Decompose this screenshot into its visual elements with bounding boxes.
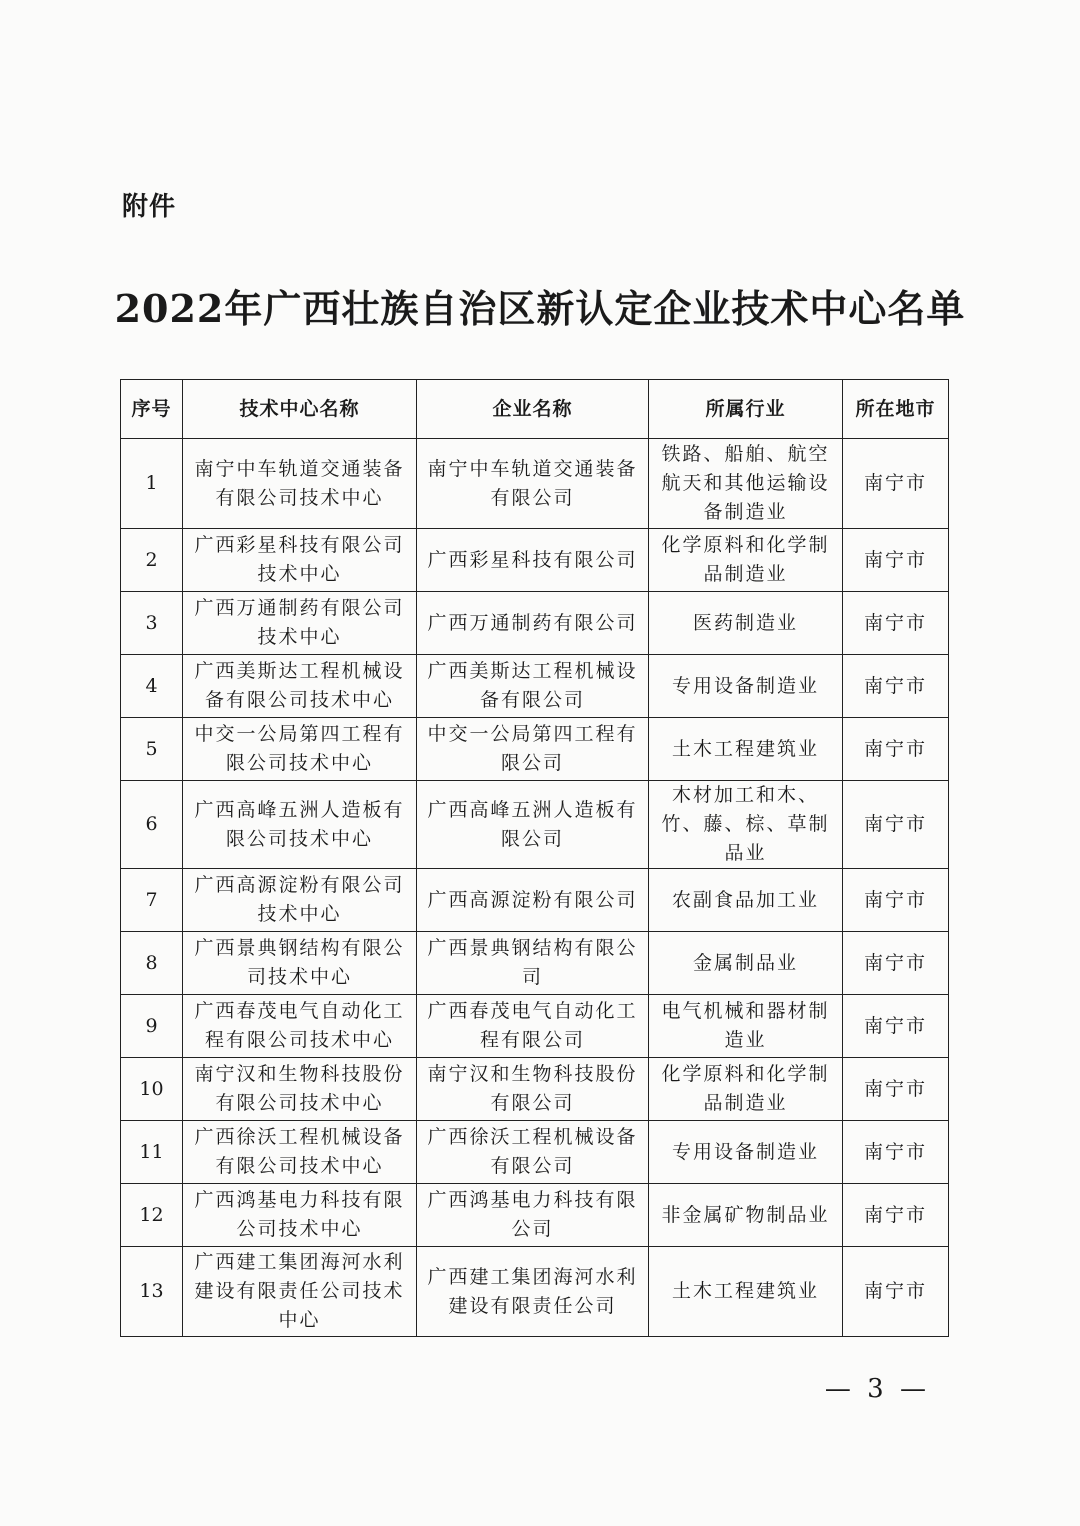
header-center-name: 技术中心名称 (183, 380, 417, 439)
row-industry: 农副食品加工业 (649, 869, 843, 932)
row-city: 南宁市 (843, 718, 949, 781)
row-index: 11 (121, 1121, 183, 1184)
row-index: 13 (121, 1247, 183, 1337)
row-industry: 专用设备制造业 (649, 655, 843, 718)
row-index: 3 (121, 592, 183, 655)
attachment-label: 附件 (122, 192, 177, 222)
page-number: — 3 — (824, 1374, 930, 1404)
row-company: 广西美斯达工程机械设备有限公司 (417, 655, 649, 718)
row-industry: 土木工程建筑业 (649, 718, 843, 781)
row-company: 广西高峰五洲人造板有限公司 (417, 781, 649, 869)
enterprise-tech-center-table (120, 379, 949, 1337)
row-center-name: 南宁中车轨道交通装备有限公司技术中心 (183, 439, 417, 529)
row-city: 南宁市 (843, 592, 949, 655)
row-city: 南宁市 (843, 1247, 949, 1337)
row-index: 2 (121, 529, 183, 592)
row-index: 5 (121, 718, 183, 781)
row-city: 南宁市 (843, 1058, 949, 1121)
row-company: 南宁汉和生物科技股份有限公司 (417, 1058, 649, 1121)
row-city: 南宁市 (843, 781, 949, 869)
row-city: 南宁市 (843, 529, 949, 592)
row-company: 广西高源淀粉有限公司 (417, 869, 649, 932)
table-row (121, 1247, 949, 1337)
row-industry: 医药制造业 (649, 592, 843, 655)
row-company: 广西徐沃工程机械设备有限公司 (417, 1121, 649, 1184)
row-center-name: 广西徐沃工程机械设备有限公司技术中心 (183, 1121, 417, 1184)
row-index: 12 (121, 1184, 183, 1247)
row-industry: 非金属矿物制品业 (649, 1184, 843, 1247)
row-city: 南宁市 (843, 1184, 949, 1247)
row-city: 南宁市 (843, 869, 949, 932)
table-row (121, 1184, 949, 1247)
row-city: 南宁市 (843, 439, 949, 529)
row-company: 广西彩星科技有限公司 (417, 529, 649, 592)
row-index: 1 (121, 439, 183, 529)
table-row (121, 932, 949, 995)
table-row (121, 1121, 949, 1184)
row-index: 9 (121, 995, 183, 1058)
row-industry: 土木工程建筑业 (649, 1247, 843, 1337)
header-industry: 所属行业 (649, 380, 843, 439)
row-index: 6 (121, 781, 183, 869)
row-index: 8 (121, 932, 183, 995)
table-row (121, 995, 949, 1058)
table-header-row (121, 380, 949, 439)
row-company: 广西鸿基电力科技有限公司 (417, 1184, 649, 1247)
row-industry: 化学原料和化学制品制造业 (649, 529, 843, 592)
row-industry: 金属制品业 (649, 932, 843, 995)
row-city: 南宁市 (843, 995, 949, 1058)
table-row (121, 529, 949, 592)
row-center-name: 南宁汉和生物科技股份有限公司技术中心 (183, 1058, 417, 1121)
row-industry: 化学原料和化学制品制造业 (649, 1058, 843, 1121)
table-row (121, 869, 949, 932)
row-center-name: 广西美斯达工程机械设备有限公司技术中心 (183, 655, 417, 718)
row-center-name: 广西鸿基电力科技有限公司技术中心 (183, 1184, 417, 1247)
row-industry: 电气机械和器材制造业 (649, 995, 843, 1058)
header-company: 企业名称 (417, 380, 649, 439)
table-row (121, 592, 949, 655)
row-center-name: 广西春茂电气自动化工程有限公司技术中心 (183, 995, 417, 1058)
row-industry: 铁路、船舶、航空航天和其他运输设备制造业 (649, 439, 843, 529)
row-index: 7 (121, 869, 183, 932)
row-center-name: 广西建工集团海河水利建设有限责任公司技术中心 (183, 1247, 417, 1337)
row-company: 广西景典钢结构有限公司 (417, 932, 649, 995)
row-company: 广西春茂电气自动化工程有限公司 (417, 995, 649, 1058)
row-center-name: 广西万通制药有限公司技术中心 (183, 592, 417, 655)
row-center-name: 广西彩星科技有限公司技术中心 (183, 529, 417, 592)
row-city: 南宁市 (843, 1121, 949, 1184)
row-index: 10 (121, 1058, 183, 1121)
table-row (121, 655, 949, 718)
row-industry: 木材加工和木、竹、藤、棕、草制品业 (649, 781, 843, 869)
header-city: 所在地市 (843, 380, 949, 439)
row-company: 中交一公局第四工程有限公司 (417, 718, 649, 781)
table-row (121, 1058, 949, 1121)
row-industry: 专用设备制造业 (649, 1121, 843, 1184)
row-center-name: 中交一公局第四工程有限公司技术中心 (183, 718, 417, 781)
row-center-name: 广西高峰五洲人造板有限公司技术中心 (183, 781, 417, 869)
row-company: 南宁中车轨道交通装备有限公司 (417, 439, 649, 529)
table-row (121, 781, 949, 869)
row-center-name: 广西景典钢结构有限公司技术中心 (183, 932, 417, 995)
table-row (121, 439, 949, 529)
page-title: 2022年广西壮族自治区新认定企业技术中心名单 (114, 286, 966, 331)
row-company: 广西万通制药有限公司 (417, 592, 649, 655)
row-company: 广西建工集团海河水利建设有限责任公司 (417, 1247, 649, 1337)
row-city: 南宁市 (843, 655, 949, 718)
table-row (121, 718, 949, 781)
header-index: 序号 (121, 380, 183, 439)
row-city: 南宁市 (843, 932, 949, 995)
row-center-name: 广西高源淀粉有限公司技术中心 (183, 869, 417, 932)
row-index: 4 (121, 655, 183, 718)
